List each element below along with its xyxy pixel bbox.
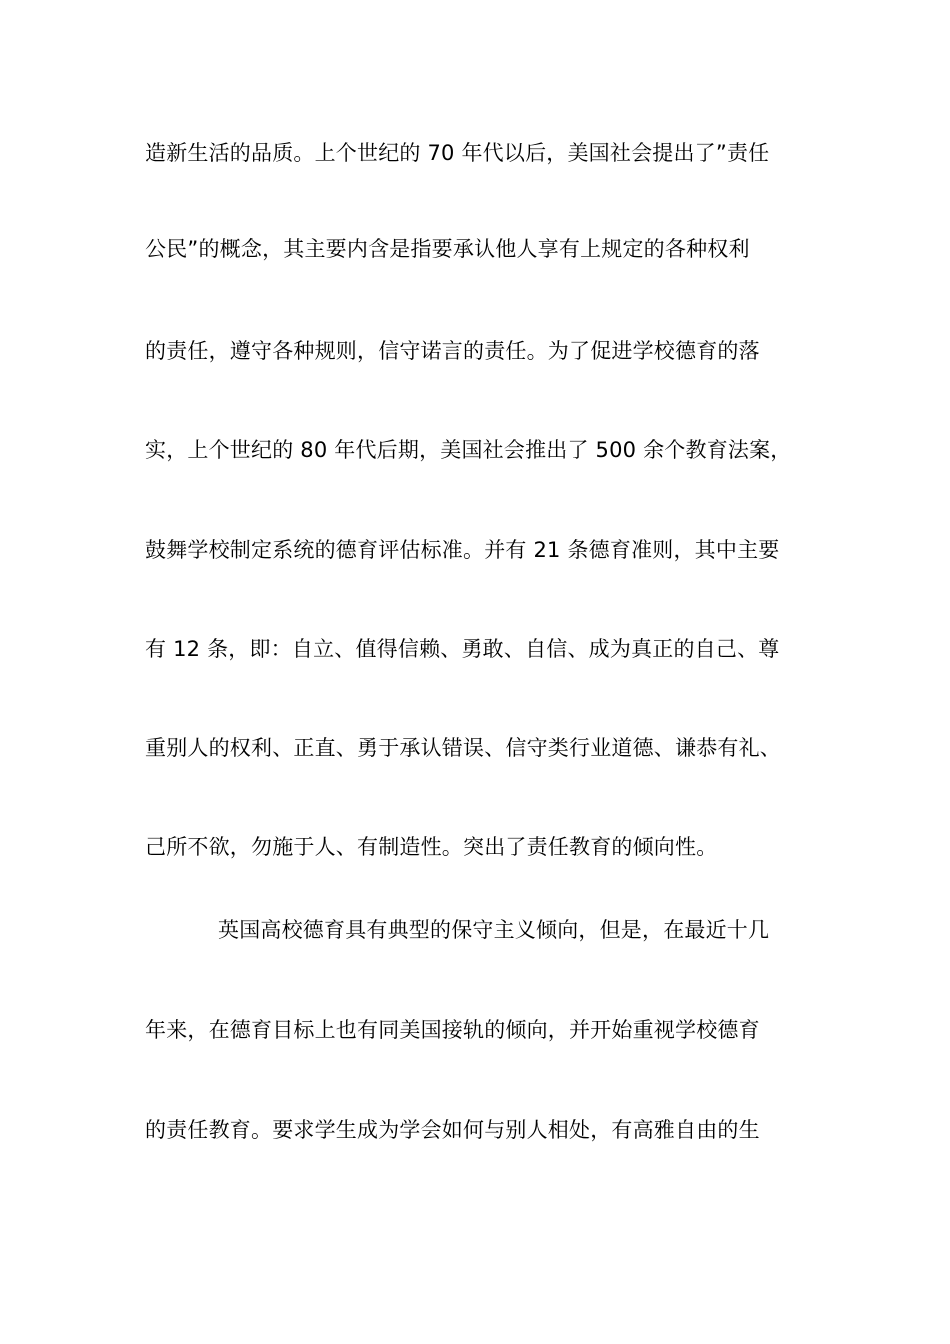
paragraph-line: 重别人的权利、正直、勇于承认错误、信守类行业道德、谦恭有礼、	[145, 736, 781, 760]
paragraph-line: 实，上个世纪的 80 年代后期，美国社会推出了 500 余个教育法案，	[145, 438, 792, 462]
paragraph-line: 己所不欲，勿施于人、有制造性。突出了责任教育的倾向性。	[145, 835, 718, 859]
paragraph-line: 英国高校德育具有典型的保守主义倾向，但是，在最近十几	[218, 918, 770, 942]
paragraph-line: 公民”的概念，其主要内含是指要承认他人享有上规定的各种权利	[145, 237, 750, 261]
paragraph-line: 年来，在德育目标上也有同美国接轨的倾向，并开始重视学校德育	[145, 1018, 760, 1042]
paragraph-line: 鼓舞学校制定系统的德育评估标准。并有 21 条德育准则，其中主要	[145, 538, 780, 562]
paragraph-line: 有 12 条，即：自立、值得信赖、勇敢、自信、成为真正的自己、尊	[145, 637, 780, 661]
paragraph-line: 的责任，遵守各种规则，信守诺言的责任。为了促进学校德育的落	[145, 339, 760, 363]
paragraph-line: 的责任教育。要求学生成为学会如何与别人相处，有高雅自由的生	[145, 1118, 760, 1142]
paragraph-line: 造新生活的品质。上个世纪的 70 年代以后，美国社会提出了”责任	[145, 141, 770, 165]
